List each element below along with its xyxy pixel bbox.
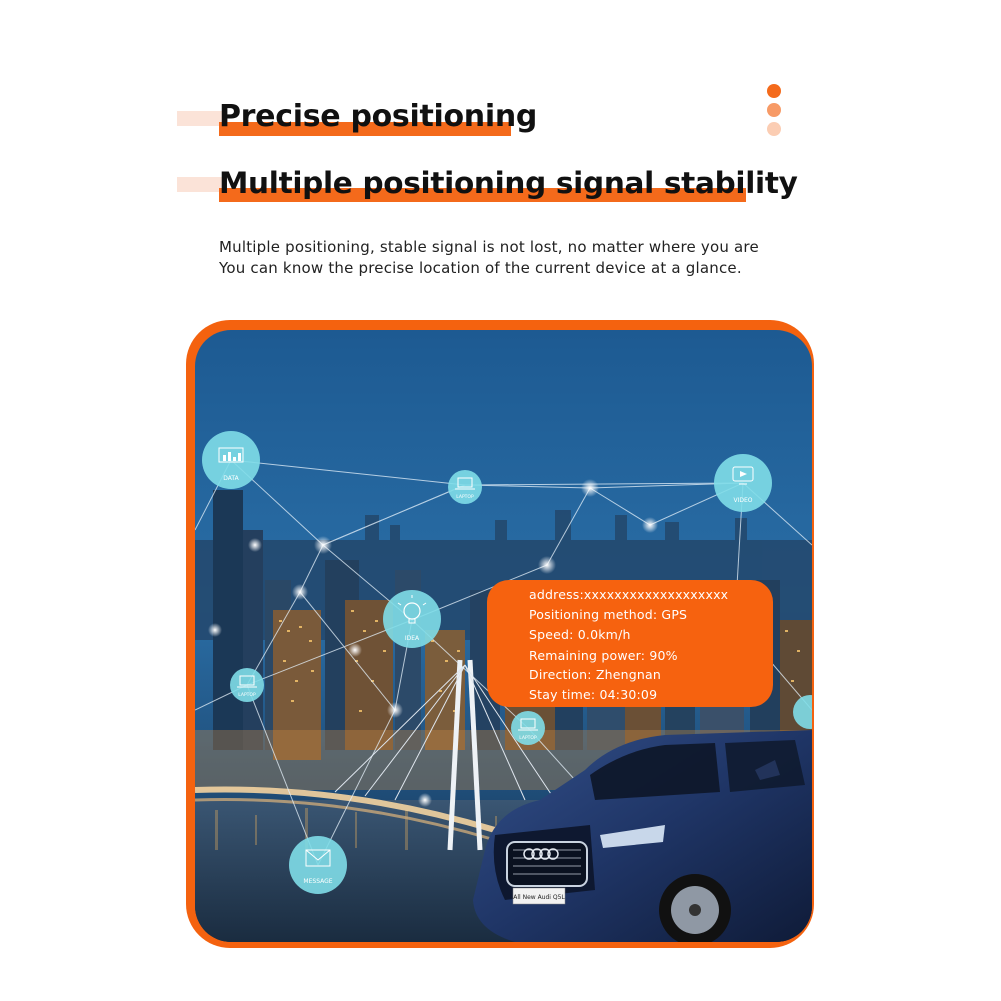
network-node-video <box>714 454 772 512</box>
node-label-idea: IDEA <box>404 635 420 642</box>
network-node-laptop-mid <box>511 711 545 745</box>
node-label-laptop: LAPTOP <box>519 736 537 741</box>
info-stay-time: Stay time: 04:30:09 <box>529 687 658 702</box>
tracker-info-card <box>487 580 773 707</box>
car-license-plate: All New Audi Q5L <box>513 894 565 901</box>
node-label-message: MESSAGE <box>303 878 333 885</box>
network-node-message <box>289 836 347 894</box>
info-address: address:xxxxxxxxxxxxxxxxxxx <box>529 587 729 602</box>
network-node-idea <box>383 590 441 648</box>
info-speed: Speed: 0.0km/h <box>529 627 631 642</box>
network-node-data <box>202 431 260 489</box>
dot-light <box>767 122 781 136</box>
description-line-2: You can know the precise location of the current device at a glance. <box>219 259 742 277</box>
info-direction: Direction: Zhengnan <box>529 667 661 682</box>
info-positioning-method: Positioning method: GPS <box>529 607 688 622</box>
node-label-data: DATA <box>223 475 239 482</box>
description <box>219 237 759 279</box>
network-node-laptop-top <box>448 470 482 504</box>
headline-subtitle: Multiple positioning signal stability <box>219 166 798 200</box>
network-node-laptop-left <box>230 668 264 702</box>
dot-mid <box>767 103 781 117</box>
info-remaining-power: Remaining power: 90% <box>529 648 678 663</box>
node-label-laptop: LAPTOP <box>238 693 256 698</box>
headline-title: Precise positioning <box>219 99 538 134</box>
node-label-video: VIDEO <box>733 497 753 504</box>
dot-dark <box>767 84 781 98</box>
description-line-1: Multiple positioning, stable signal is not lost, no matter where you are <box>219 238 759 256</box>
node-label-laptop: LAPTOP <box>456 495 474 500</box>
decorative-dots <box>767 84 781 141</box>
